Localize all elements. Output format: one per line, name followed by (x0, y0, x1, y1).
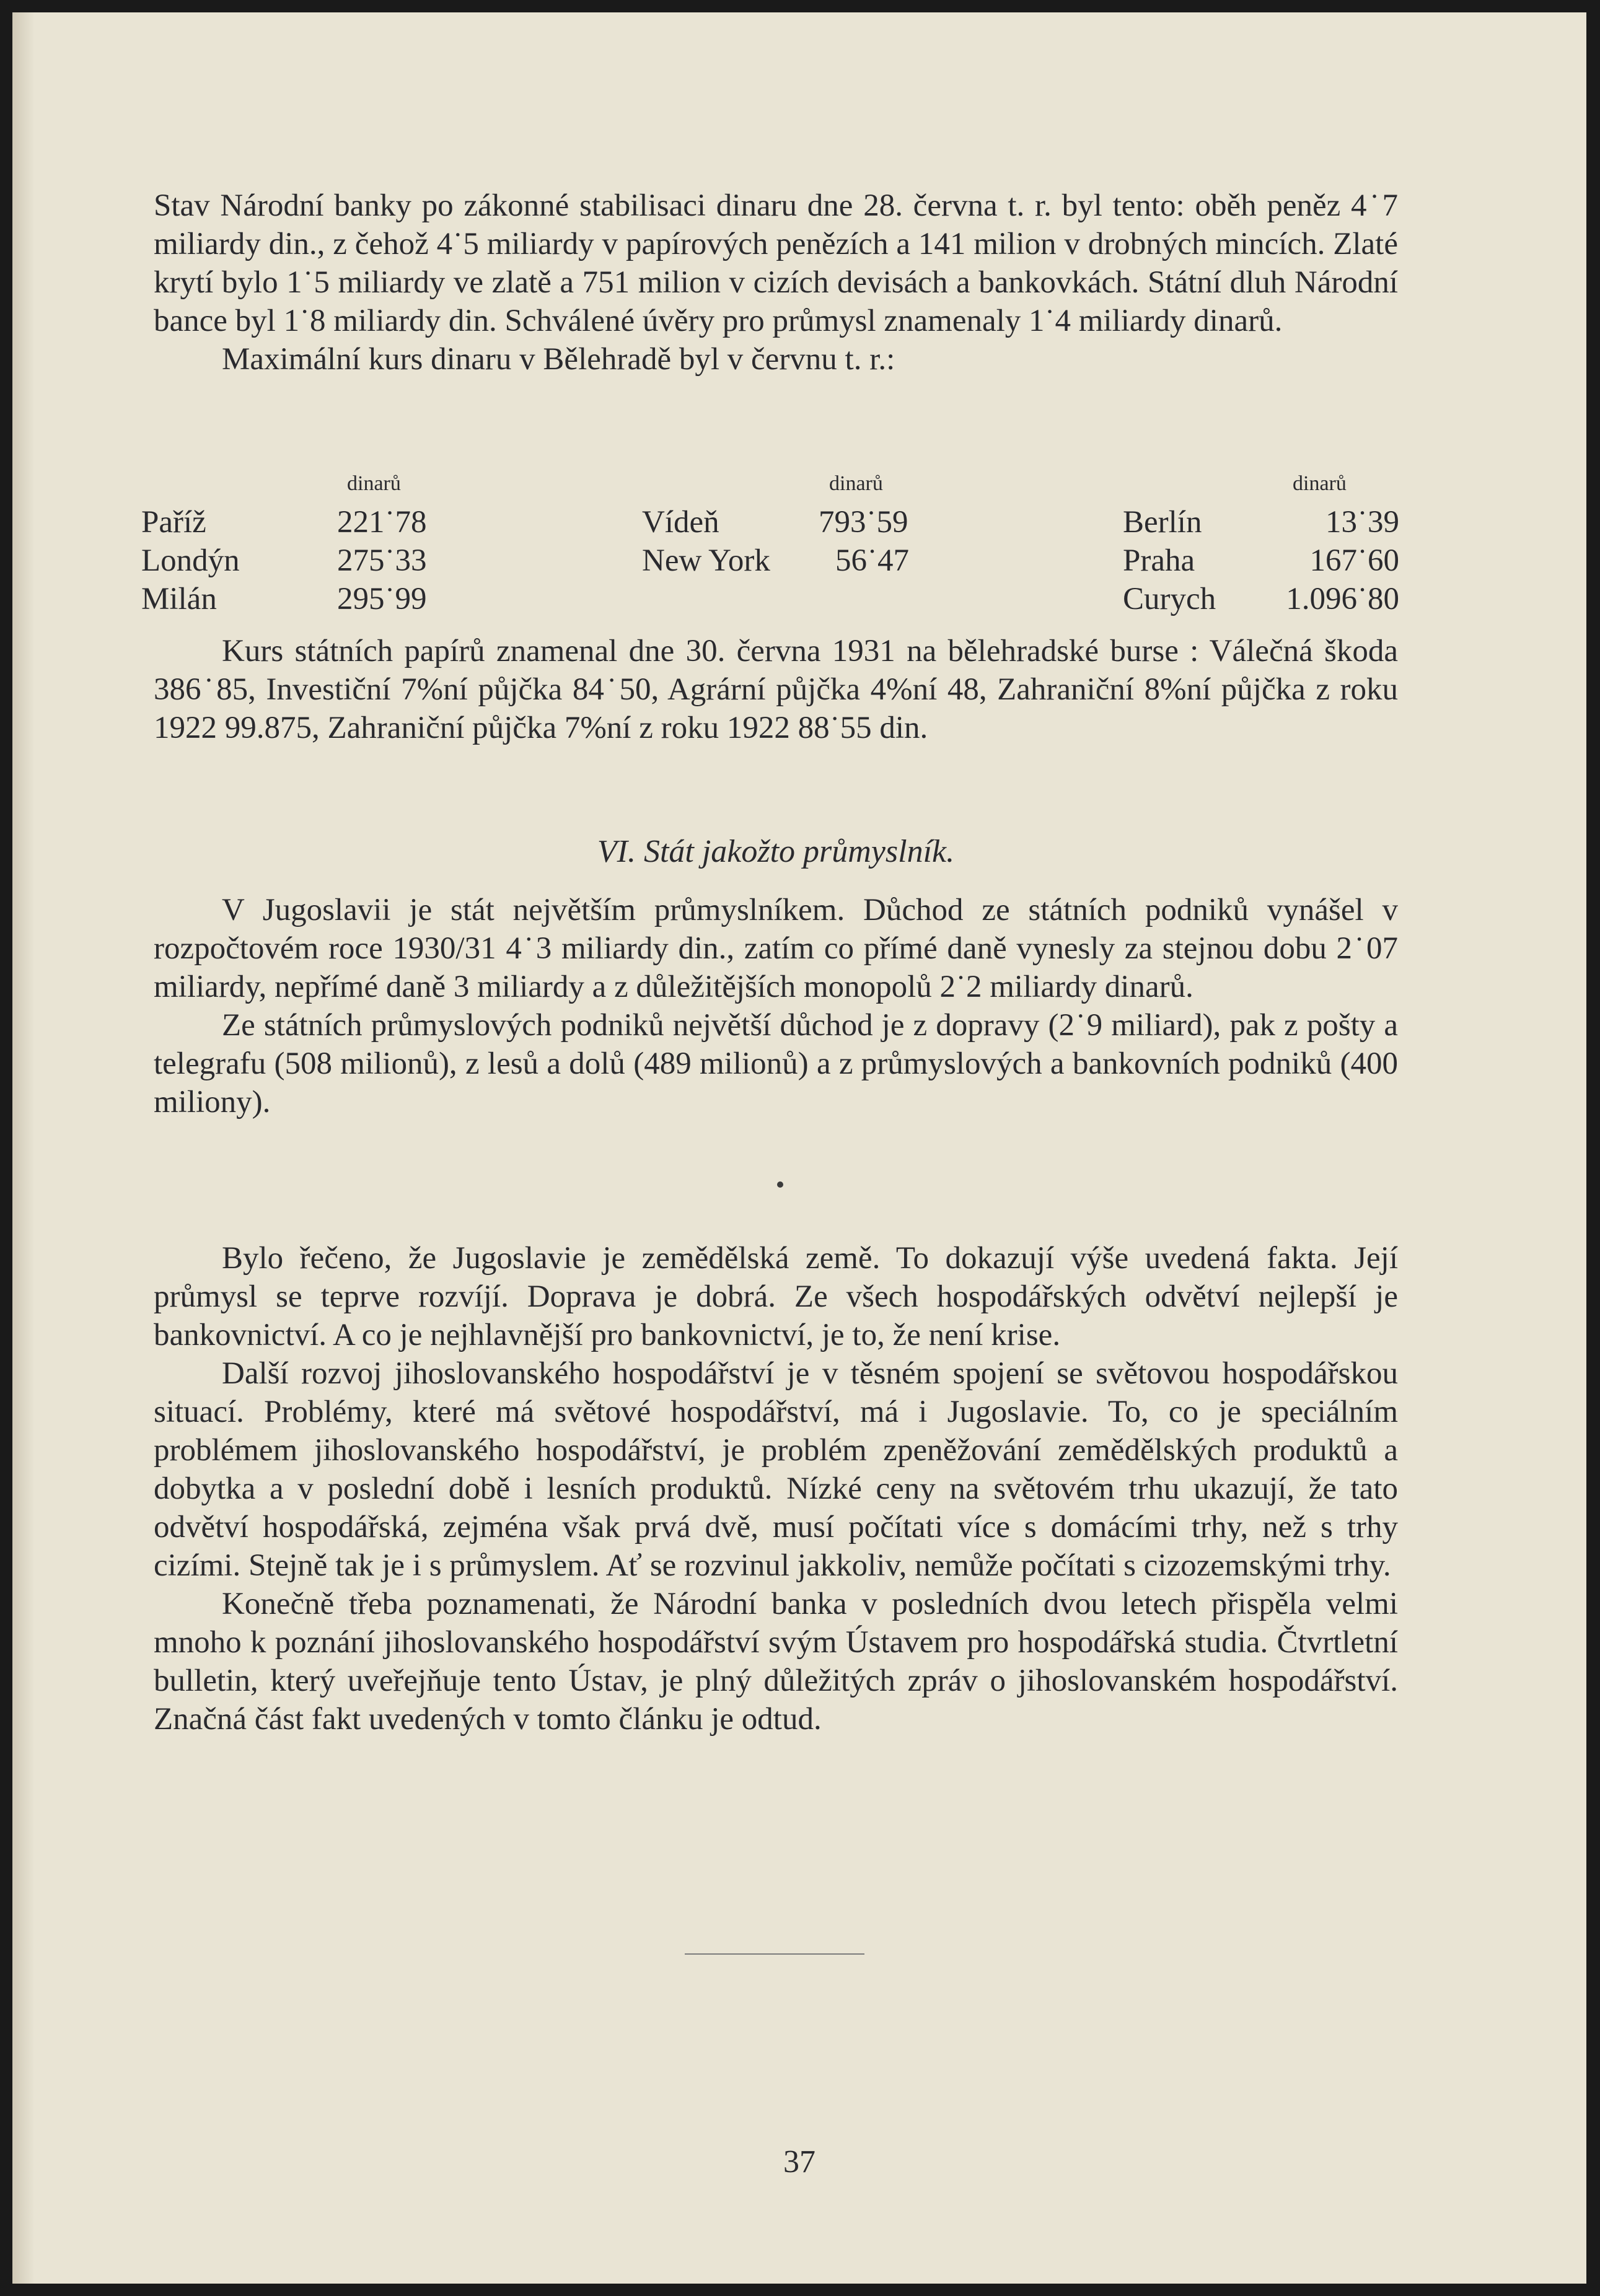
paragraph-state-enterprises: Ze státních průmyslových podniků největší důchod je z dopravy (2˙9 miliard), pak z pošty a telegrafu (508 milionů), z lesů a dolů (489 milionů) a z průmyslových a bankovních podniků (400 miliony). (154, 1008, 1398, 1120)
book-page (12, 12, 1586, 2284)
paragraph-state-industry: V Jugoslavii je stát největším průmyslníkem. Důchod ze státních podniků vynášel v rozpočtovém roce 1930/31 4˙3 miliardy din., zatím co přímé daně vynesly za stejnou dobu 2˙07 miliardy, nepřímé daně 3 miliardy a z důležitějších monopolů 2˙2 miliardy dinarů. (154, 893, 1398, 1004)
text-block-conclusion (154, 1239, 1398, 1738)
rate-value: 793˙59 (819, 505, 908, 540)
end-rule (685, 1953, 864, 1955)
section-separator-dot (777, 1181, 783, 1188)
paragraph-max-rate-intro: Maximální kurs dinaru v Bělehradě byl v červnu t. r.: (222, 342, 895, 377)
rate-city: Curych (1123, 582, 1216, 616)
page-gutter (12, 12, 35, 2284)
rate-row (141, 504, 1399, 543)
paragraph-bank-status: Stav Národní banky po zákonné stabilisaci dinaru dne 28. června t. r. byl tento: oběh peněz 4˙7 miliardy din., z čehož 4˙5 miliardy v papírových penězích a 141 milion v drobných mincích. Zlaté krytí bylo 1˙5 miliardy ve zlatě a 751 milion v cizích devisách a bankovkách. Státní dluh Národní bance byl 1˙8 miliardy din. Schválené úvěry pro průmysl znamenaly 1˙4 miliardy dinarů. (154, 188, 1398, 338)
rate-city: Vídeň (642, 505, 719, 540)
paragraph-agricultural-country: Bylo řečeno, že Jugoslavie je zemědělská země. To dokazují výše uvedená fakta. Její průmysl se teprve rozvíjí. Doprava je dobrá. Ze všech hospodářských odvětví nejlepší je bankovnictví. A co je nejhlavnější pro bankovnictví, je to, že není krise. (154, 1241, 1398, 1352)
rate-city: Paříž (141, 505, 206, 540)
unit-label-col1: dinarů (347, 472, 401, 495)
text-block-section-vi (154, 891, 1398, 1121)
rate-row (141, 581, 1399, 620)
paragraph-further-development: Další rozvoj jihoslovanského hospodářství je v těsném spojení se světovou hospodářskou situací. Problémy, které má světové hospodářství, má i Jugoslavie. To, co je speciálním problémem jihoslovanského hospodářství, je problém zpeněžování zemědělských produktů a dobytka a v poslední době i lesních produktů. Nízké ceny na světovém trhu ukazují, že tato odvětví hospodářská, zejména však prvá dvě, musí počítati více s domácími trhy, než s trhy cizími. Stejně tak je i s průmyslem. Ať se rozvinul jakkoliv, nemůže počítati s cizozemskými trhy. (154, 1356, 1398, 1583)
rate-value: 221˙78 (337, 505, 427, 540)
rate-city: Milán (141, 582, 217, 616)
rate-city: New York (642, 543, 770, 578)
section-heading: VI. Stát jakožto průmyslník. (597, 834, 955, 869)
rate-city: Praha (1123, 543, 1195, 578)
paragraph-bond-prices: Kurs státních papírů znamenal dne 30. června 1931 na bělehradské burse : Válečná škoda 386˙85, Investiční 7%ní půjčka 84˙50, Agrární půjčka 4%ní 48, Zahraniční 8%ní půjčka z roku 1922 99.875, Zahraniční půjčka 7%ní z roku 1922 88˙55 din. (154, 634, 1398, 745)
unit-label-col3: dinarů (1293, 472, 1347, 495)
unit-label-col2: dinarů (829, 472, 883, 495)
text-block-bonds (154, 632, 1398, 747)
rate-value: 275˙33 (337, 543, 427, 578)
page-number: 37 (783, 2144, 815, 2180)
rate-value: 13˙39 (1325, 505, 1399, 540)
rate-city: Londýn (141, 543, 240, 578)
rate-value: 295˙99 (337, 582, 427, 616)
text-block-intro (154, 186, 1398, 379)
rate-row (141, 543, 1399, 581)
rate-value: 167˙60 (1309, 543, 1399, 578)
rate-value: 1.096˙80 (1286, 582, 1399, 616)
paragraph-national-bank-institute: Konečně třeba poznamenati, že Národní banka v posledních dvou letech přispěla velmi mnoho k poznání jihoslovanského hospodářství svým Ústavem pro hospodářská studia. Čtvrtletní bulletin, který uveřejňuje tento Ústav, je plný důležitých zpráv o jihoslovanském hospodářství. Značná část fakt uvedených v tomto článku je odtud. (154, 1587, 1398, 1737)
rate-value: 56˙47 (835, 543, 909, 578)
rate-city: Berlín (1123, 505, 1202, 540)
